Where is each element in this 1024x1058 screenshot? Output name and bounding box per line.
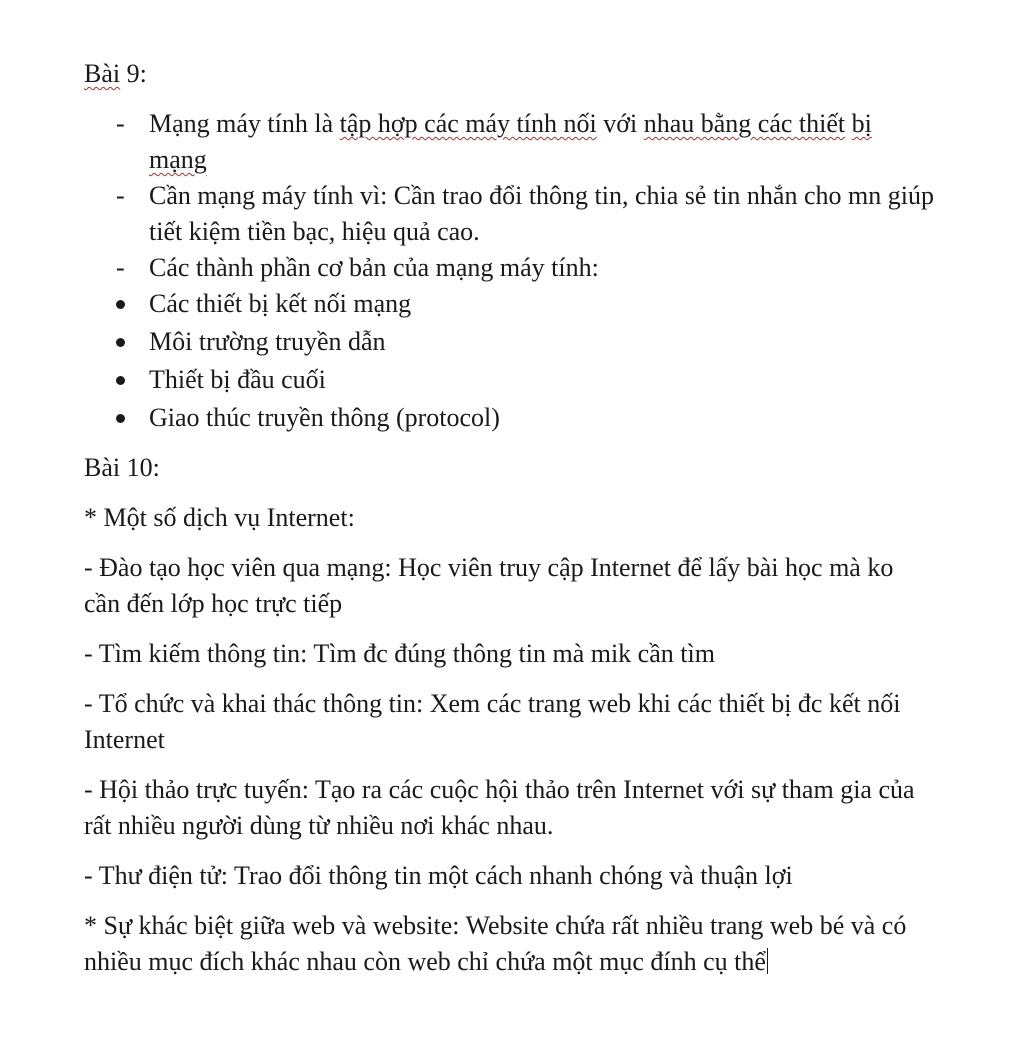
bullet-item-text: Các thiết bị kết nối mạng bbox=[149, 289, 412, 318]
paragraph: - Tổ chức và khai thác thông tin: Xem các trang web khi các thiết bị đc kết nối Internet bbox=[84, 689, 901, 754]
bullet-item-text: Giao thúc truyền thông (protocol) bbox=[149, 403, 500, 432]
bullet-dot-icon bbox=[116, 414, 125, 423]
bullet-list-item bbox=[84, 362, 934, 398]
bullet-item-text: Thiết bị đầu cuối bbox=[149, 365, 326, 394]
dash-list-item bbox=[84, 106, 934, 178]
paragraph: - Tìm kiếm thông tin: Tìm đc đúng thông tin mà mik cần tìm bbox=[84, 639, 715, 668]
dash-list-item bbox=[84, 178, 934, 250]
text-run: với bbox=[596, 109, 644, 138]
bai10-heading: Bài 10: bbox=[84, 453, 160, 482]
bullet-dot-icon bbox=[116, 338, 125, 347]
bai9-heading bbox=[84, 56, 934, 92]
bai9-heading-word: Bài bbox=[84, 59, 121, 88]
bullet-dot-icon bbox=[116, 300, 125, 309]
bullet-list-item bbox=[84, 324, 934, 360]
bai9-bullet-list bbox=[84, 286, 934, 436]
bai9-dash-list bbox=[84, 106, 934, 286]
text-run: Mạng máy tính là bbox=[149, 109, 340, 138]
dash-marker: - bbox=[116, 253, 125, 282]
bullet-item-text: Môi trường truyền dẫn bbox=[149, 327, 386, 356]
dash-marker: - bbox=[116, 109, 125, 138]
dash-item-text bbox=[149, 109, 872, 174]
misspelled-run: nhau bằng các thiết bbox=[643, 109, 846, 138]
dash-list-item bbox=[84, 250, 934, 286]
paragraph: - Đào tạo học viên qua mạng: Học viên truy cập Internet để lấy bài học mà ko cần đến lớp học trực tiếp bbox=[84, 553, 894, 618]
dash-item-text: Các thành phần cơ bản của mạng máy tính: bbox=[149, 253, 599, 282]
dash-marker: - bbox=[116, 181, 125, 210]
bullet-list-item bbox=[84, 286, 934, 322]
paragraph: * Một số dịch vụ Internet: bbox=[84, 503, 355, 532]
last-paragraph-text: * Sự khác biệt giữa web và website: Website chứa rất nhiều trang web bé và có nhiều mục đích khác nhau còn web chỉ chứa một mục đính cụ thể bbox=[84, 911, 907, 976]
bullet-dot-icon bbox=[116, 376, 125, 385]
document-page[interactable] bbox=[84, 56, 934, 994]
dash-item-text: Cần mạng máy tính vì: Cần trao đổi thông tin, chia sẻ tin nhắn cho mn giúp tiết kiệm tiền bạc, hiệu quả cao. bbox=[149, 181, 934, 246]
paragraph: - Thư điện tử: Trao đổi thông tin một cách nhanh chóng và thuận lợi bbox=[84, 861, 793, 890]
bai9-heading-rest: 9: bbox=[120, 59, 147, 88]
misspelled-run: bị mạng bbox=[149, 109, 872, 174]
last-paragraph bbox=[84, 908, 934, 980]
bullet-list-item bbox=[84, 400, 934, 436]
misspelled-run: tập hợp các máy tính nối bbox=[339, 109, 597, 138]
paragraph: - Hội thảo trực tuyến: Tạo ra các cuộc hội thảo trên Internet với sự tham gia của rất nhiều người dùng từ nhiều nơi khác nhau. bbox=[84, 775, 915, 840]
text-cursor bbox=[767, 948, 769, 974]
